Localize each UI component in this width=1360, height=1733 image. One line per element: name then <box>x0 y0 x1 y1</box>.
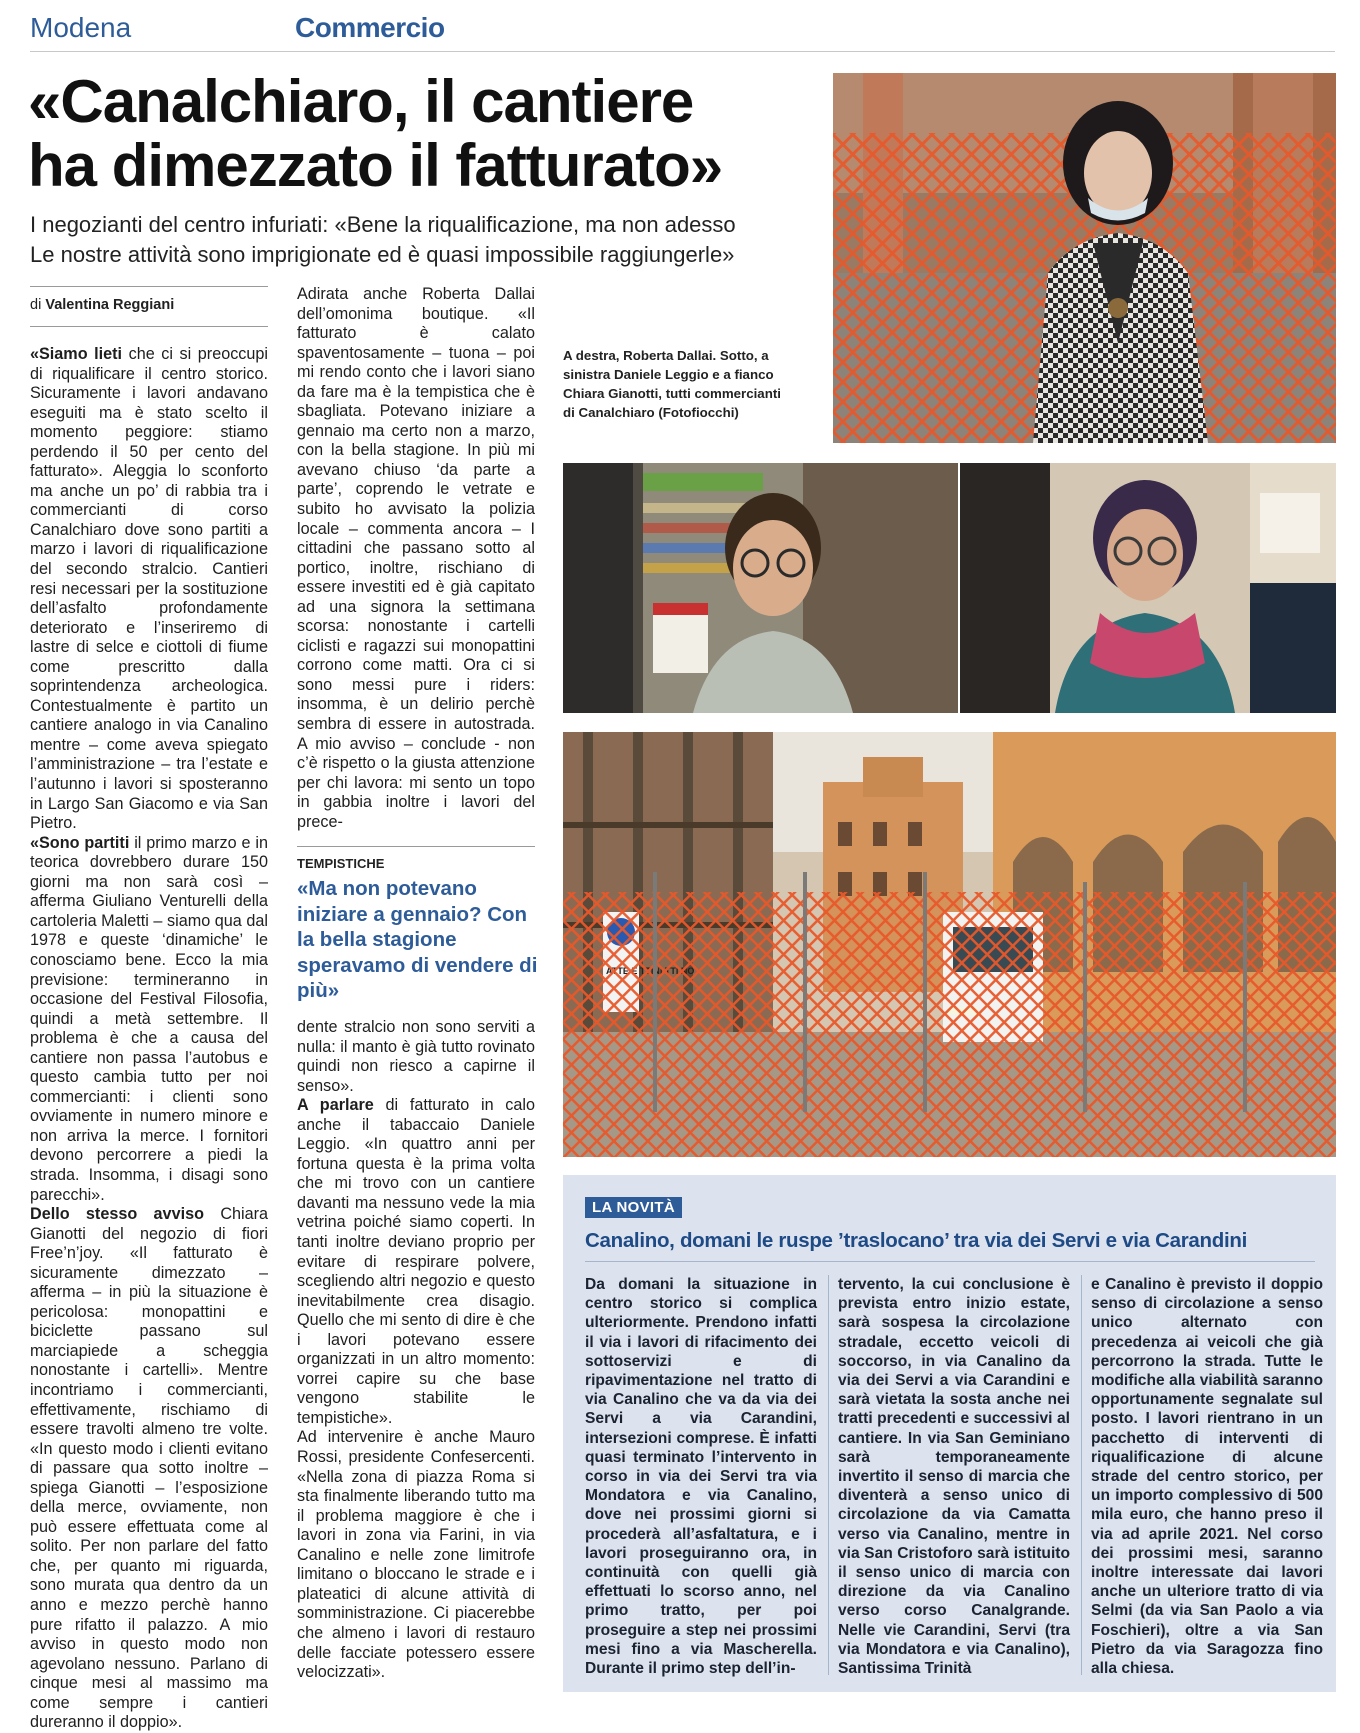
sidebar-box <box>563 1175 1336 1692</box>
sidebar-lead: Da domani <box>585 1276 674 1293</box>
paragraph-text: il primo marzo e in teorica dovrebbero durare 150 giorni ma non sarà così – afferma Giuliano Venturelli della cartoleria Maletti – siamo qua dal 1978 e queste ‘dinamiche’ le conosciamo bene. Ecco la mia previsione: termineranno in occasione del Festival Filosofia, quindi a metà settembre. Il problema è che a causa del cantiere non passa l’autobus e questo cambia tutto per noi commercianti: i clienti sono ovviamente in numero minore e non arriva la merce. I fornitori devono percorrere a piedi la strada. Insomma, i disagi sono parecchi». <box>30 833 269 1204</box>
sidebar-title: Canalino, domani le ruspe ’traslocano’ tra via dei Servi e via Carandini <box>585 1229 1247 1252</box>
subhead-line: I negozianti del centro infuriati: «Bene la riqualificazione, ma non adesso <box>30 212 736 237</box>
paragraph: Adirata anche Roberta Dallai dell’omonima boutique. «Il fatturato è calato spaventosamente – tuona – poi mi rendo conto che i lavori siano da fare ma è la tempistica che è sbagliata. Potevano iniziare a gennaio ma certo non a marzo, con la bella stagione. In più mi avevano chiuso ‘da parte a parte’, coprendo le vetrate e subito ho avvisato la polizia locale – commenta ancora – I cittadini che passano sotto al portico, inoltre, rischiano di essere investiti ed è già capitato ad una signora la settimana scorsa: nonostante i cartelli ciclisti e ragazzi sui monopattini corrono come matti. Ora ci si sono messi pure i riders: insomma, è un delirio perchè sembra di essere in autostrada. A mio avviso – conclude - non c’è rispetto o la giusta attenzione per chi lavora: mi sento un topo in gabbia inoltre i lavori del prece- <box>297 285 535 831</box>
sidebar-rule <box>585 1261 1315 1262</box>
rubric-name: Commercio <box>295 12 445 43</box>
sidebar-column-3: e Canalino è previsto il doppio senso di circolazione a senso unico alternato con precedenza ai veicoli che già percorrono la strada. Tutte le modifiche alla viabilità saranno opportunamente segnalate sul posto. I lavori rientrano in un pacchetto di interventi di riqualificazione di alcune strade del centro storico, per un importo complessivo di 500 mila euro, che hanno preso il via ad aprile 2021. Nel corso dei prossimi mesi, saranno inoltre interessate dai lavori anche un ulteriore tratto di via Selmi (da via San Paolo a via Foschieri), oltre a via San Pietro da via Saragozza fino alla chiesa. <box>1091 1276 1323 1678</box>
paragraph-text: dente stralcio non sono serviti a nulla: il manto è già tutto rovinato quindi non riesco a capirne il senso». <box>297 1018 535 1095</box>
sidebar-tag: LA NOVITÀ <box>585 1197 682 1218</box>
subhead-line: Le nostre attività sono imprigionate ed è quasi impossibile raggiungerle» <box>30 242 735 267</box>
paragraph-lead: A parlare <box>297 1096 374 1115</box>
paragraph <box>297 1018 535 1096</box>
subheadline <box>30 210 830 270</box>
paragraph-lead: Dello stesso avviso <box>30 1205 204 1224</box>
paragraph <box>297 1096 535 1428</box>
sidebar-column-divider <box>1081 1275 1082 1675</box>
photo-chiara-gianotti <box>960 463 1336 713</box>
sidebar-column-2: tervento, la cui conclusione è prevista entro inizio estate, sarà sospesa la circolazione stradale, eccetto veicoli di soccorso, in via Canalino da via dei Servi a via Carandini e sarà vietata la sosta anche nei tratti precedenti e successivi al cantiere. In via San Geminiano sarà temporaneamente invertito il senso di marcia che diventerà a senso unico di circolazione da via Camatta verso via Canalino, mentre in via San Cristoforo sarà istituito il senso unico di marcia con direzione da via Canalino verso corso Canalgrande. Nelle vie Carandini, Servi (tra via Mondatora e via Canalino), Santissima Trinità <box>838 1276 1070 1678</box>
byline-prefix: di <box>30 297 42 313</box>
photo-caption: A destra, Roberta Dallai. Sotto, a sinistra Daniele Leggio e a fianco Chiara Gianotti, tutti commercianti di Canalchiaro (Fotofiocchi) <box>563 348 781 420</box>
sidebar-column-divider <box>828 1275 829 1675</box>
paragraph-text: che ci si preoccupi di riqualificare il centro storico. Sicuramente i lavori andavano eseguiti ma è stato scelto il momento peggiore: stiamo perdendo il 50 per cento del fatturato». Aleggia lo sconforto ma anche un po’ di rabbia tra i commercianti di corso Canalchiaro dove sono partiti a marzo i lavori di riqualificazione del secondo stralcio. Cantieri resi necessari per la sostituzione dell’asfalto profondamente deteriorato e l’inseriremo di lastre di selce e ciottoli di fiume come prescritto dalla soprintendenza archeologica. Contestualmente è partito un cantiere analogo in via Canalino mentre – come aveva spiegato l’amministrazione – tra l’estate e l’autunno i lavori si sposteranno in Largo San Giacomo e via San Pietro. <box>30 345 268 833</box>
page-header <box>30 10 1335 52</box>
sidebar-text: la situazione in centro storico si complica ulteriormente. Prendono infatti il via i lavori di rifacimento dei sottoservizi e di ripavimentazione nel tratto di via Canalino che va da via dei Servi a via Carandini, intersezioni comprese. È infatti quasi terminato l’intervento in corso in via dei Servi tra via Mondatora e via Canalino, dove nei prossimi giorni si procederà all’asfaltatura, e i lavori proseguiranno ora, in continuità con quelli già effettuati lo scorso anno, nel primo tratto, per poi proseguire a step nei prossimi mesi fino a via Mascherella. Durante il primo step dell’in- <box>585 1276 818 1678</box>
byline-author: Valentina Reggiani <box>45 297 175 313</box>
paragraph-lead: «Sono partiti <box>30 833 130 852</box>
paragraph-lead: «Siamo lieti <box>30 345 123 363</box>
article-column-2-top <box>297 285 535 832</box>
paragraph-text: Ad intervenire è anche Mauro Rossi, presidente Confesercenti. «Nella zona di piazza Roma si sta finalmente liberando tutto ma il problema maggiore è che i lavori in zona via Farini, in via Canalino e nelle zone limitrofe limitano o bloccano le strade e i plateatici di alcune attività di somministrazione. Ci piacerebbe che almeno i lavori di restauro delle facciate potessero essere velocizzati». <box>297 1428 535 1682</box>
paragraph <box>30 345 268 834</box>
paragraph-text: di fatturato in calo anche il tabaccaio Daniele Leggio. «In quattro anni per fortuna questa è la prima volta che mi trovo con un cantiere davanti ma nessuno vede la mia vetrina poiché siamo coperti. In tanti inoltre deviano proprio per evitare di respirare polvere, scegliendo altri negozio e questo inevitabilmente crea disagio. Quello che mi sento di dire è che i lavori potevano essere organizzati in un altro momento: vorrei capire su che base vengono stabilite le tempistiche». <box>297 1096 535 1427</box>
article-column-1 <box>30 345 268 1733</box>
photo-daniele-leggio <box>563 463 958 713</box>
pullquote: «Ma non potevano iniziare a gennaio? Con la bella stagione speravamo di vendere di più» <box>297 877 538 1002</box>
article-column-2-bottom <box>297 1018 535 1683</box>
paragraph <box>30 1205 268 1733</box>
pullquote-label: TEMPISTICHE <box>297 856 385 871</box>
headline-line: «Canalchiaro, il cantiere <box>28 68 694 135</box>
headline <box>28 70 828 198</box>
photo-construction-site <box>563 732 1336 1157</box>
paragraph-text: Chiara Gianotti del negozio di fiori Free’n’joy. «Il fatturato è sicuramente dimezzato – afferma – in più la situazione è pericolosa: monopattini e biciclette passano sul marciapiede a scheggia nonostante i cartelli». Mentre incontriamo i commercianti, effettivamente, rischiamo di essere travolti almeno tre volte. «In questo modo i clienti evitano di passare qua sotto inoltre – spiega Gianotti – l’esposizione della merce, ovviamente, non può essere effettuata come al solito. Per non parlare del fatto che, per quanto mi riguarda, sono murata qua dentro da un anno e mezzo perchè hanno pure rifatto il palazzo. A mio avviso in questo modo non agevolano nessuno. Parlano di cinque mesi al massimo ma come sempre i cantieri dureranno il doppio». <box>30 1205 269 1732</box>
pullquote-divider <box>297 846 535 847</box>
headline-line: ha dimezzato il fatturato» <box>28 132 723 199</box>
byline <box>30 286 268 313</box>
photo-roberta-dallai <box>833 73 1336 443</box>
paragraph <box>297 1428 535 1682</box>
sidebar-column-1 <box>585 1275 817 1678</box>
section-name: Modena <box>30 12 132 43</box>
column-divider <box>30 326 268 327</box>
paragraph <box>30 834 268 1205</box>
